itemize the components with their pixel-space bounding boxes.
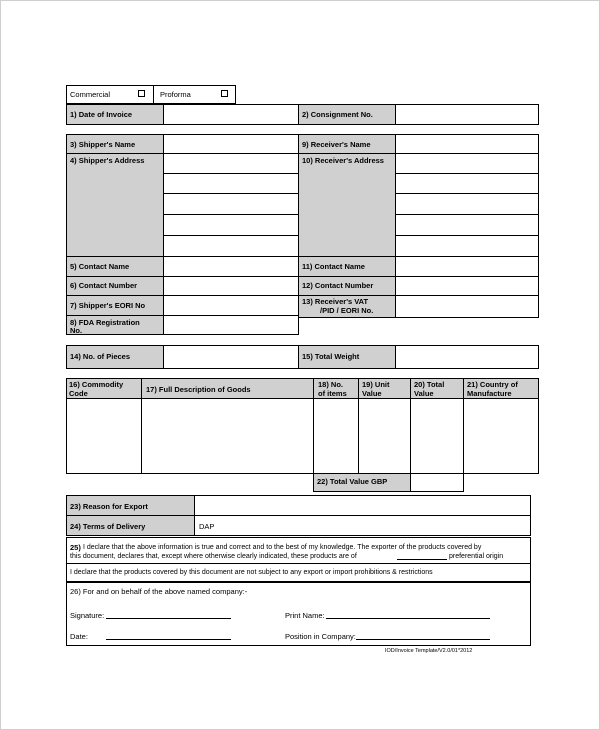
reason-for-export-label: 23) Reason for Export [70, 502, 148, 511]
receivers-vat-label: 13) Receiver's VAT [302, 297, 369, 306]
signature-label: Signature: [70, 611, 105, 620]
receiver-contact-number-label: 12) Contact Number [302, 281, 374, 290]
footer-template-id: IOD/Invoice Template/V2.0/01*2012 [385, 648, 473, 654]
no-of-items-header-line2: of items [318, 389, 347, 398]
receivers-address-label: 10) Receiver's Address [302, 156, 384, 165]
position-line[interactable] [356, 639, 490, 640]
unit-value-header: 19) Unit [362, 380, 390, 389]
goods-table-body [66, 398, 539, 474]
declaration-number: 25) [70, 543, 81, 552]
unit-value-header-line2: Value [362, 389, 382, 398]
country-header: 21) Country of [467, 380, 518, 389]
declaration-line2: this document, declares that, except where otherwise clearly indicated, these products are of [70, 553, 357, 560]
shippers-eori-label: 7) Shipper's EORI No [70, 301, 146, 310]
declaration-line1: I declare that the above information is true and correct and to the best of my knowledge. The exporter of the products covered by [83, 544, 482, 551]
declaration-line2-end: preferential origin [449, 553, 504, 560]
date-of-invoice-field[interactable] [165, 105, 297, 124]
declaration-line3: I declare that the products covered by this document are not subject to any export or import prohibitions & restrictions [70, 569, 433, 576]
country-header-line2: Manufacture [467, 389, 512, 398]
fda-registration-label-line2: No. [70, 326, 83, 335]
receiver-contact-name-label: 11) Contact Name [302, 262, 365, 271]
consignment-no-label: 2) Consignment No. [302, 110, 373, 119]
description-header: 17) Full Description of Goods [146, 385, 251, 394]
terms-of-delivery-value[interactable]: DAP [199, 522, 215, 531]
no-of-items-header: 18) No. [318, 380, 344, 389]
total-value-header-line2: Value [414, 389, 434, 398]
commercial-label: Commercial [70, 90, 111, 99]
print-name-line[interactable] [326, 618, 490, 619]
position-label: Position in Company: [285, 632, 356, 641]
date-of-invoice-label: 1) Date of Invoice [70, 110, 133, 119]
total-weight-label: 15) Total Weight [302, 352, 360, 361]
no-of-pieces-label: 14) No. of Pieces [70, 352, 131, 361]
contact-number-label: 6) Contact Number [70, 281, 138, 290]
proforma-checkbox[interactable] [221, 90, 228, 97]
signature-line[interactable] [106, 618, 231, 619]
shippers-address-label: 4) Shipper's Address [70, 156, 145, 165]
total-value-gbp-label: 22) Total Value GBP [317, 477, 388, 486]
commodity-code-header: 16) Commodity [69, 380, 124, 389]
contact-name-label: 5) Contact Name [70, 262, 130, 271]
commodity-code-header-line2: Code [69, 389, 88, 398]
print-name-label: Print Name: [285, 611, 325, 620]
date-line[interactable] [106, 639, 231, 640]
consignment-no-field[interactable] [397, 105, 538, 124]
receivers-name-label: 9) Receiver's Name [302, 140, 371, 149]
commercial-checkbox[interactable] [138, 90, 145, 97]
total-value-header: 20) Total [414, 380, 445, 389]
proforma-label: Proforma [160, 90, 191, 99]
shippers-name-label: 3) Shipper's Name [70, 140, 136, 149]
fda-registration-label: 8) FDA Registration [70, 318, 140, 327]
signoff-header: 26) For and on behalf of the above named company:- [70, 587, 248, 596]
date-label: Date: [70, 632, 88, 641]
terms-of-delivery-label: 24) Terms of Delivery [70, 522, 146, 531]
receivers-vat-label-line2: /PID / EORI No. [320, 306, 374, 315]
